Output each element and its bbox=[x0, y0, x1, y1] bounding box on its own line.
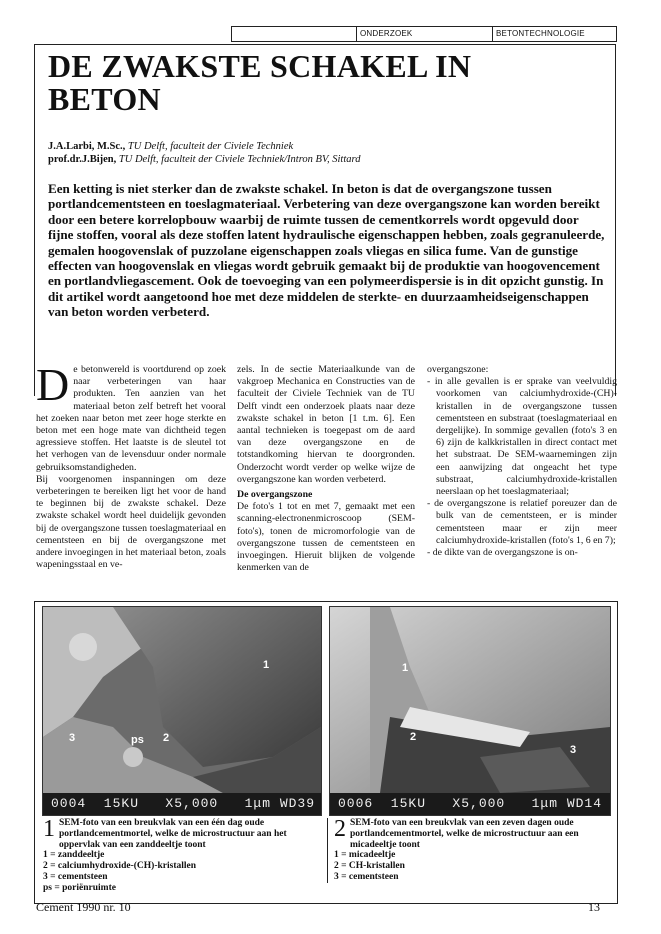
legend-item: ps = poriënruimte bbox=[43, 882, 116, 893]
sem-image-2 bbox=[330, 607, 610, 793]
drop-cap: D bbox=[36, 359, 70, 410]
section-tag-betontechnologie: BETONTECHNOLOGIE bbox=[496, 29, 585, 38]
legend-item: 1 = zanddeeltje bbox=[43, 850, 105, 861]
legend-item: 2 = CH-kristallen bbox=[334, 861, 405, 872]
legend-item: 2 = calciumhydroxide-(CH)-kristallen bbox=[43, 861, 197, 872]
caption-2 bbox=[327, 818, 614, 883]
section-tag-onderzoek: ONDERZOEK bbox=[357, 27, 493, 41]
section-tag-bar bbox=[231, 26, 617, 42]
frame-line-top bbox=[34, 44, 616, 45]
caption-legend bbox=[334, 850, 614, 882]
lead-paragraph: Een ketting is niet sterker dan de zwakste schakel. In beton is dat de overgangszone tussen portlandcementsteen en toeslagmateriaal. Verbetering van deze overgangszone kan worden bereikt door een betere korrelopbouw waarbij de ruimte tussen de cementkorrels wordt opgevuld door fijne stoffen, vooral als deze stoffen latent hydraulische eigenschappen hebben, zoals gegranuleerde, gemalen hoogovenslak of puzzolane eigenschappen zoals vliegas en silica fume. Van de gunstige effecten van hoogovenslak en vliegas wordt gebruik gemaakt bij de produktie van hoogovencement en portlandvliegascement. Ook de toevoeging van een polymeerdispersie is in dit opzicht gunstig. In dit artikel wordt aangetoond hoe met deze middelen de sterkte- en duurzaamheidseigenschappen van beton worden verbeterd. bbox=[48, 181, 605, 320]
photo-label: 3 bbox=[570, 744, 577, 756]
author-list bbox=[48, 140, 608, 166]
sem-image-1 bbox=[43, 607, 321, 793]
sem-photo-1 bbox=[42, 606, 322, 816]
caption-1 bbox=[43, 818, 319, 894]
photo-label: 1 bbox=[402, 662, 409, 674]
photo-label: 2 bbox=[163, 732, 170, 744]
legend-item: 1 = micadeeltje bbox=[334, 850, 396, 861]
caption-text: SEM-foto van een breukvlak van een zeven dagen oude portlandcementmortel, welke de microstructuur aan een micadeeltje toont bbox=[350, 818, 579, 850]
tag-spacer bbox=[232, 27, 357, 41]
list-item: - de overgangszone is relatief poreuzer dan de bulk van de cementsteen, er is minder cementsteen maar er zijn meer calciumhydroxide-kristallen (foto's 1, 6 en 7); bbox=[427, 498, 617, 547]
caption-legend bbox=[43, 850, 319, 893]
photo-captions bbox=[35, 818, 617, 903]
author-affiliation: TU Delft, faculteit der Civiele Techniek bbox=[127, 141, 294, 152]
page-number: 13 bbox=[588, 900, 600, 914]
photo-label: ps bbox=[131, 734, 144, 746]
legend-item: 3 = cementsteen bbox=[334, 871, 399, 882]
caption-text: SEM-foto van een breukvlak van een één dag oude portlandcementmortel, welke de microstructuur aan het oppervlak van een zanddeeltje toont bbox=[59, 818, 287, 850]
sem-info-bar: 0004 15KU X5,000 1μm WD39 bbox=[43, 793, 321, 815]
photo-label: 1 bbox=[263, 659, 270, 671]
sem-info-bar: 0006 15KU X5,000 1μm WD14 bbox=[330, 793, 610, 815]
body-paragraph: De foto's 1 tot en met 7, gemaakt met een scanning-electronenmicroscoop (SEM-foto's), tonen de micromorfologie van de overgangszone tussen de cementsteen en invoegingen. Hieruit blijken de volgende kenmerken van de bbox=[237, 501, 415, 574]
list-item: - de dikte van de overgangszone is on- bbox=[427, 547, 617, 559]
caption-number: 1 bbox=[43, 816, 55, 842]
photo-label: 3 bbox=[69, 732, 76, 744]
footer-source: Cement 1990 nr. 10 bbox=[36, 900, 131, 914]
column-2 bbox=[237, 364, 415, 574]
body-paragraph: overgangszone: bbox=[427, 364, 489, 375]
column-3 bbox=[427, 364, 617, 559]
author-name: J.A.Larbi, M.Sc., bbox=[48, 141, 126, 152]
frame-line-right bbox=[615, 44, 616, 396]
characteristics-list bbox=[427, 376, 617, 559]
section-subheading: De overgangszone bbox=[237, 489, 313, 501]
author-line bbox=[48, 153, 608, 166]
photo-label: 2 bbox=[410, 731, 417, 743]
frame-line-left bbox=[34, 44, 35, 396]
list-item: - in alle gevallen is er sprake van veelvuldig voorkomen van calciumhydroxide-(CH)-kristallen in de overgangszone tussen cementsteen en substraat (toeslagmateriaal en dergelijke). In sommige gevallen (foto's 3 en 6) zijn de kalkkristallen in direct contact met het substraat. De SEM-waarnemingen zijn een aanwijzing dat ongeacht het type substraat, calciumhydroxide-kristallen neerslaan op het toeslagmateriaal; bbox=[427, 376, 617, 498]
caption-number: 2 bbox=[334, 816, 346, 842]
body-columns bbox=[36, 359, 617, 600]
article-title: DE ZWAKSTE SCHAKEL IN BETON bbox=[48, 48, 472, 117]
body-paragraph: e betonwereld is voortdurend op zoek naar verbeteringen van haar produkten. Ten aanzien van het materiaal beton zelf betreft het vooral het zoeken naar beton met zeer hoge sterkte en beton met een hoge mate van dichtheid tegen agressieve stoffen. Het laatste is de sleutel tot het verhogen van de levensduur onder normale gebruiksomstandigheden. bbox=[36, 364, 226, 473]
column-1 bbox=[36, 359, 226, 571]
sem-photo-2 bbox=[329, 606, 611, 816]
author-name: prof.dr.J.Bijen, bbox=[48, 154, 117, 165]
author-line bbox=[48, 140, 608, 153]
body-paragraph: zels. In de sectie Materiaalkunde van de vakgroep Mechanica en Constructies van de faculteit der Civiele Techniek van de TU Delft vindt een onderzoek plaats naar deze zwakste schakel in beton [1 t.m. 6]. Een aantal technieken is toegepast om de aard van deze overgangszone en de totstandkoming hiervan te doorgronden. Onderzocht wordt verder op welke wijze de overgangszone kan worden verbeterd. bbox=[237, 364, 415, 485]
legend-item: 3 = cementsteen bbox=[43, 871, 108, 882]
body-paragraph: Bij voorgenomen inspanningen om deze verbeteringen te bereiken ligt het voor de hand te beginnen bij de zwakste schakel. Deze zwakste schakel wordt heel duidelijk gevonden bij de overgangszone tussen toeslagmateriaal en cementsteen en bij de overgangszone met andere invoegingen in het materiaal beton, zoals wapeningsstaal en ve- bbox=[36, 473, 226, 571]
author-affiliation: TU Delft, faculteit der Civiele Techniek/Intron BV, Sittard bbox=[118, 154, 361, 165]
photo-panel bbox=[34, 601, 618, 904]
